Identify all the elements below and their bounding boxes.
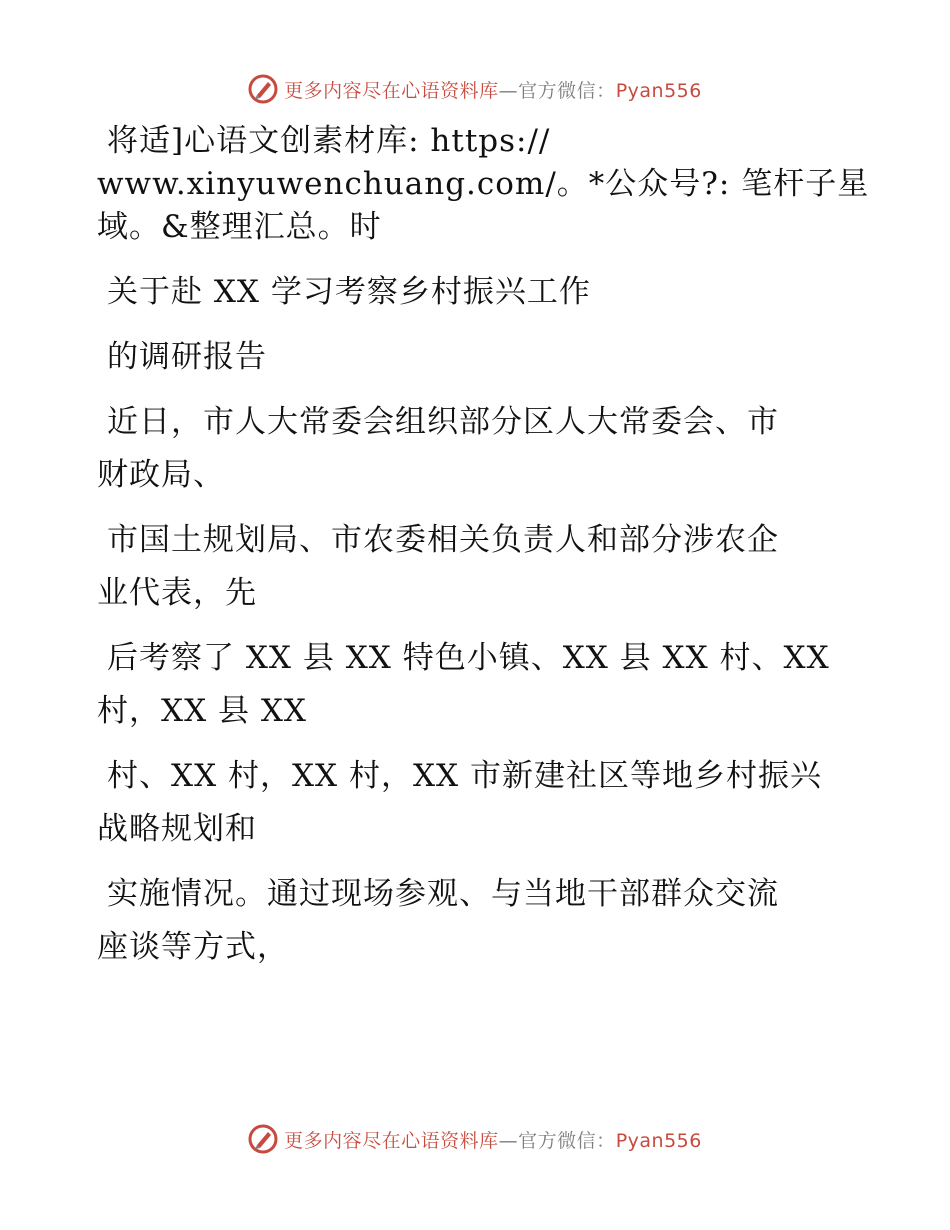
- banner-wechat: Pyan556: [615, 1129, 702, 1152]
- text-line: 将适]心语文创素材库: https://: [107, 123, 551, 159]
- banner-dash: —: [498, 79, 519, 102]
- document-title: [97, 271, 857, 314]
- text-line: www.xinyuwenchuang.com/。*公众号?: 笔杆子星: [97, 166, 870, 202]
- paragraph: [97, 873, 857, 969]
- footer-watermark-banner: [0, 1122, 950, 1156]
- text-line: 市国土规划局、市农委相关负责人和部分涉农企: [107, 522, 779, 558]
- document-body: [97, 120, 870, 969]
- text-line: 近日，市人大常委会组织部分区人大常委会、市: [107, 404, 779, 440]
- banner-wechat: Pyan556: [615, 79, 702, 102]
- banner-dash: —: [498, 1129, 519, 1152]
- text-line: 座谈等方式，: [97, 929, 289, 965]
- banner-highlight: 更多内容尽在心语资料库: [284, 1129, 499, 1152]
- paragraph: [97, 755, 857, 851]
- text-line: 实施情况。通过现场参观、与当地干部群众交流: [107, 876, 779, 912]
- header-watermark-banner: [0, 72, 950, 106]
- banner-highlight: 更多内容尽在心语资料库: [284, 79, 499, 102]
- pen-logo-icon: [248, 1124, 278, 1154]
- paragraph-source-notice: [97, 120, 870, 249]
- banner-rest: 官方微信：: [518, 1129, 616, 1152]
- document-subtitle: [97, 336, 857, 379]
- title-line: 的调研报告: [107, 339, 267, 375]
- paragraph: [97, 519, 857, 615]
- text-line: 业代表，先: [97, 575, 257, 611]
- text-line: 村、XX 村，XX 村，XX 市新建社区等地乡村振兴: [107, 758, 822, 794]
- banner-rest: 官方微信：: [518, 79, 616, 102]
- pen-logo-icon: [248, 74, 278, 104]
- text-line: 战略规划和: [97, 811, 257, 847]
- text-line: 后考察了 XX 县 XX 特色小镇、XX 县 XX 村、XX: [107, 640, 830, 676]
- paragraph: [97, 637, 857, 733]
- text-line: 财政局、: [97, 457, 225, 493]
- title-line: 关于赴 XX 学习考察乡村振兴工作: [107, 274, 591, 310]
- paragraph: [97, 401, 857, 497]
- text-line: 村，XX 县 XX: [97, 693, 307, 729]
- text-line: 域。&整理汇总。时: [97, 209, 382, 245]
